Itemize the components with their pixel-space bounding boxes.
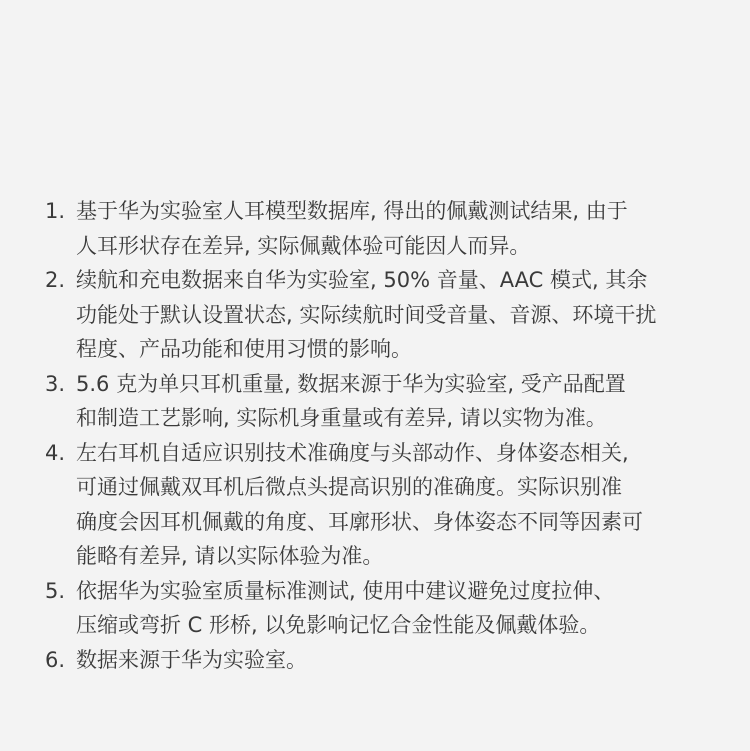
footnote-line: 能略有差异, 请以实际体验为准。 <box>76 544 384 568</box>
footnote-item-1 <box>45 194 735 263</box>
footnote-number: 4. <box>45 440 66 465</box>
footnote-line: 程度、产品功能和使用习惯的影响。 <box>76 337 412 361</box>
footnote-text <box>76 574 708 643</box>
footnote-line: 依据华为实验室质量标准测试, 使用中建议避免过度拉伸、 <box>76 578 615 603</box>
footnote-item-5 <box>45 574 735 643</box>
footnote-line: 压缩或弯折 C 形桥, 以免影响记忆合金性能及佩戴体验。 <box>76 613 601 637</box>
footnote-text <box>76 436 708 574</box>
footnote-item-4 <box>45 436 735 574</box>
footnote-line: 可通过佩戴双耳机后微点头提高识别的准确度。实际识别准 <box>76 475 622 499</box>
footnote-number: 1. <box>45 199 66 223</box>
footnote-item-3 <box>45 367 735 436</box>
footnote-line: 续航和充电数据来自华为实验室, 50% 音量、AAC 模式, 其余 <box>76 268 648 292</box>
footnote-item-2 <box>45 263 735 367</box>
footnote-text <box>76 367 708 436</box>
footnote-line: 左右耳机自适应识别技术准确度与头部动作、身体姿态相关, <box>76 440 629 465</box>
footnote-list <box>45 194 735 677</box>
footnote-line: 确度会因耳机佩戴的角度、耳廓形状、身体姿态不同等因素可 <box>76 509 643 534</box>
footnote-line: 5.6 克为单只耳机重量, 数据来源于华为实验室, 受产品配置 <box>76 371 626 396</box>
footnote-text <box>76 643 708 678</box>
footnote-number: 2. <box>45 268 66 292</box>
footnote-line: 数据来源于华为实验室。 <box>76 647 307 672</box>
footnote-number: 6. <box>45 647 66 672</box>
footnote-line: 功能处于默认设置状态, 实际续航时间受音量、音源、环境干扰 <box>76 302 657 327</box>
footnote-number: 5. <box>45 578 66 603</box>
footnote-text <box>76 263 708 367</box>
footnote-text <box>76 194 708 263</box>
footnote-line: 基于华为实验室人耳模型数据库, 得出的佩戴测试结果, 由于 <box>76 199 628 223</box>
footnote-line: 人耳形状存在差异, 实际佩戴体验可能因人而异。 <box>76 233 531 258</box>
footnote-number: 3. <box>45 371 66 396</box>
footnote-item-6 <box>45 643 735 678</box>
footnote-line: 和制造工艺影响, 实际机身重量或有差异, 请以实物为准。 <box>76 406 607 430</box>
